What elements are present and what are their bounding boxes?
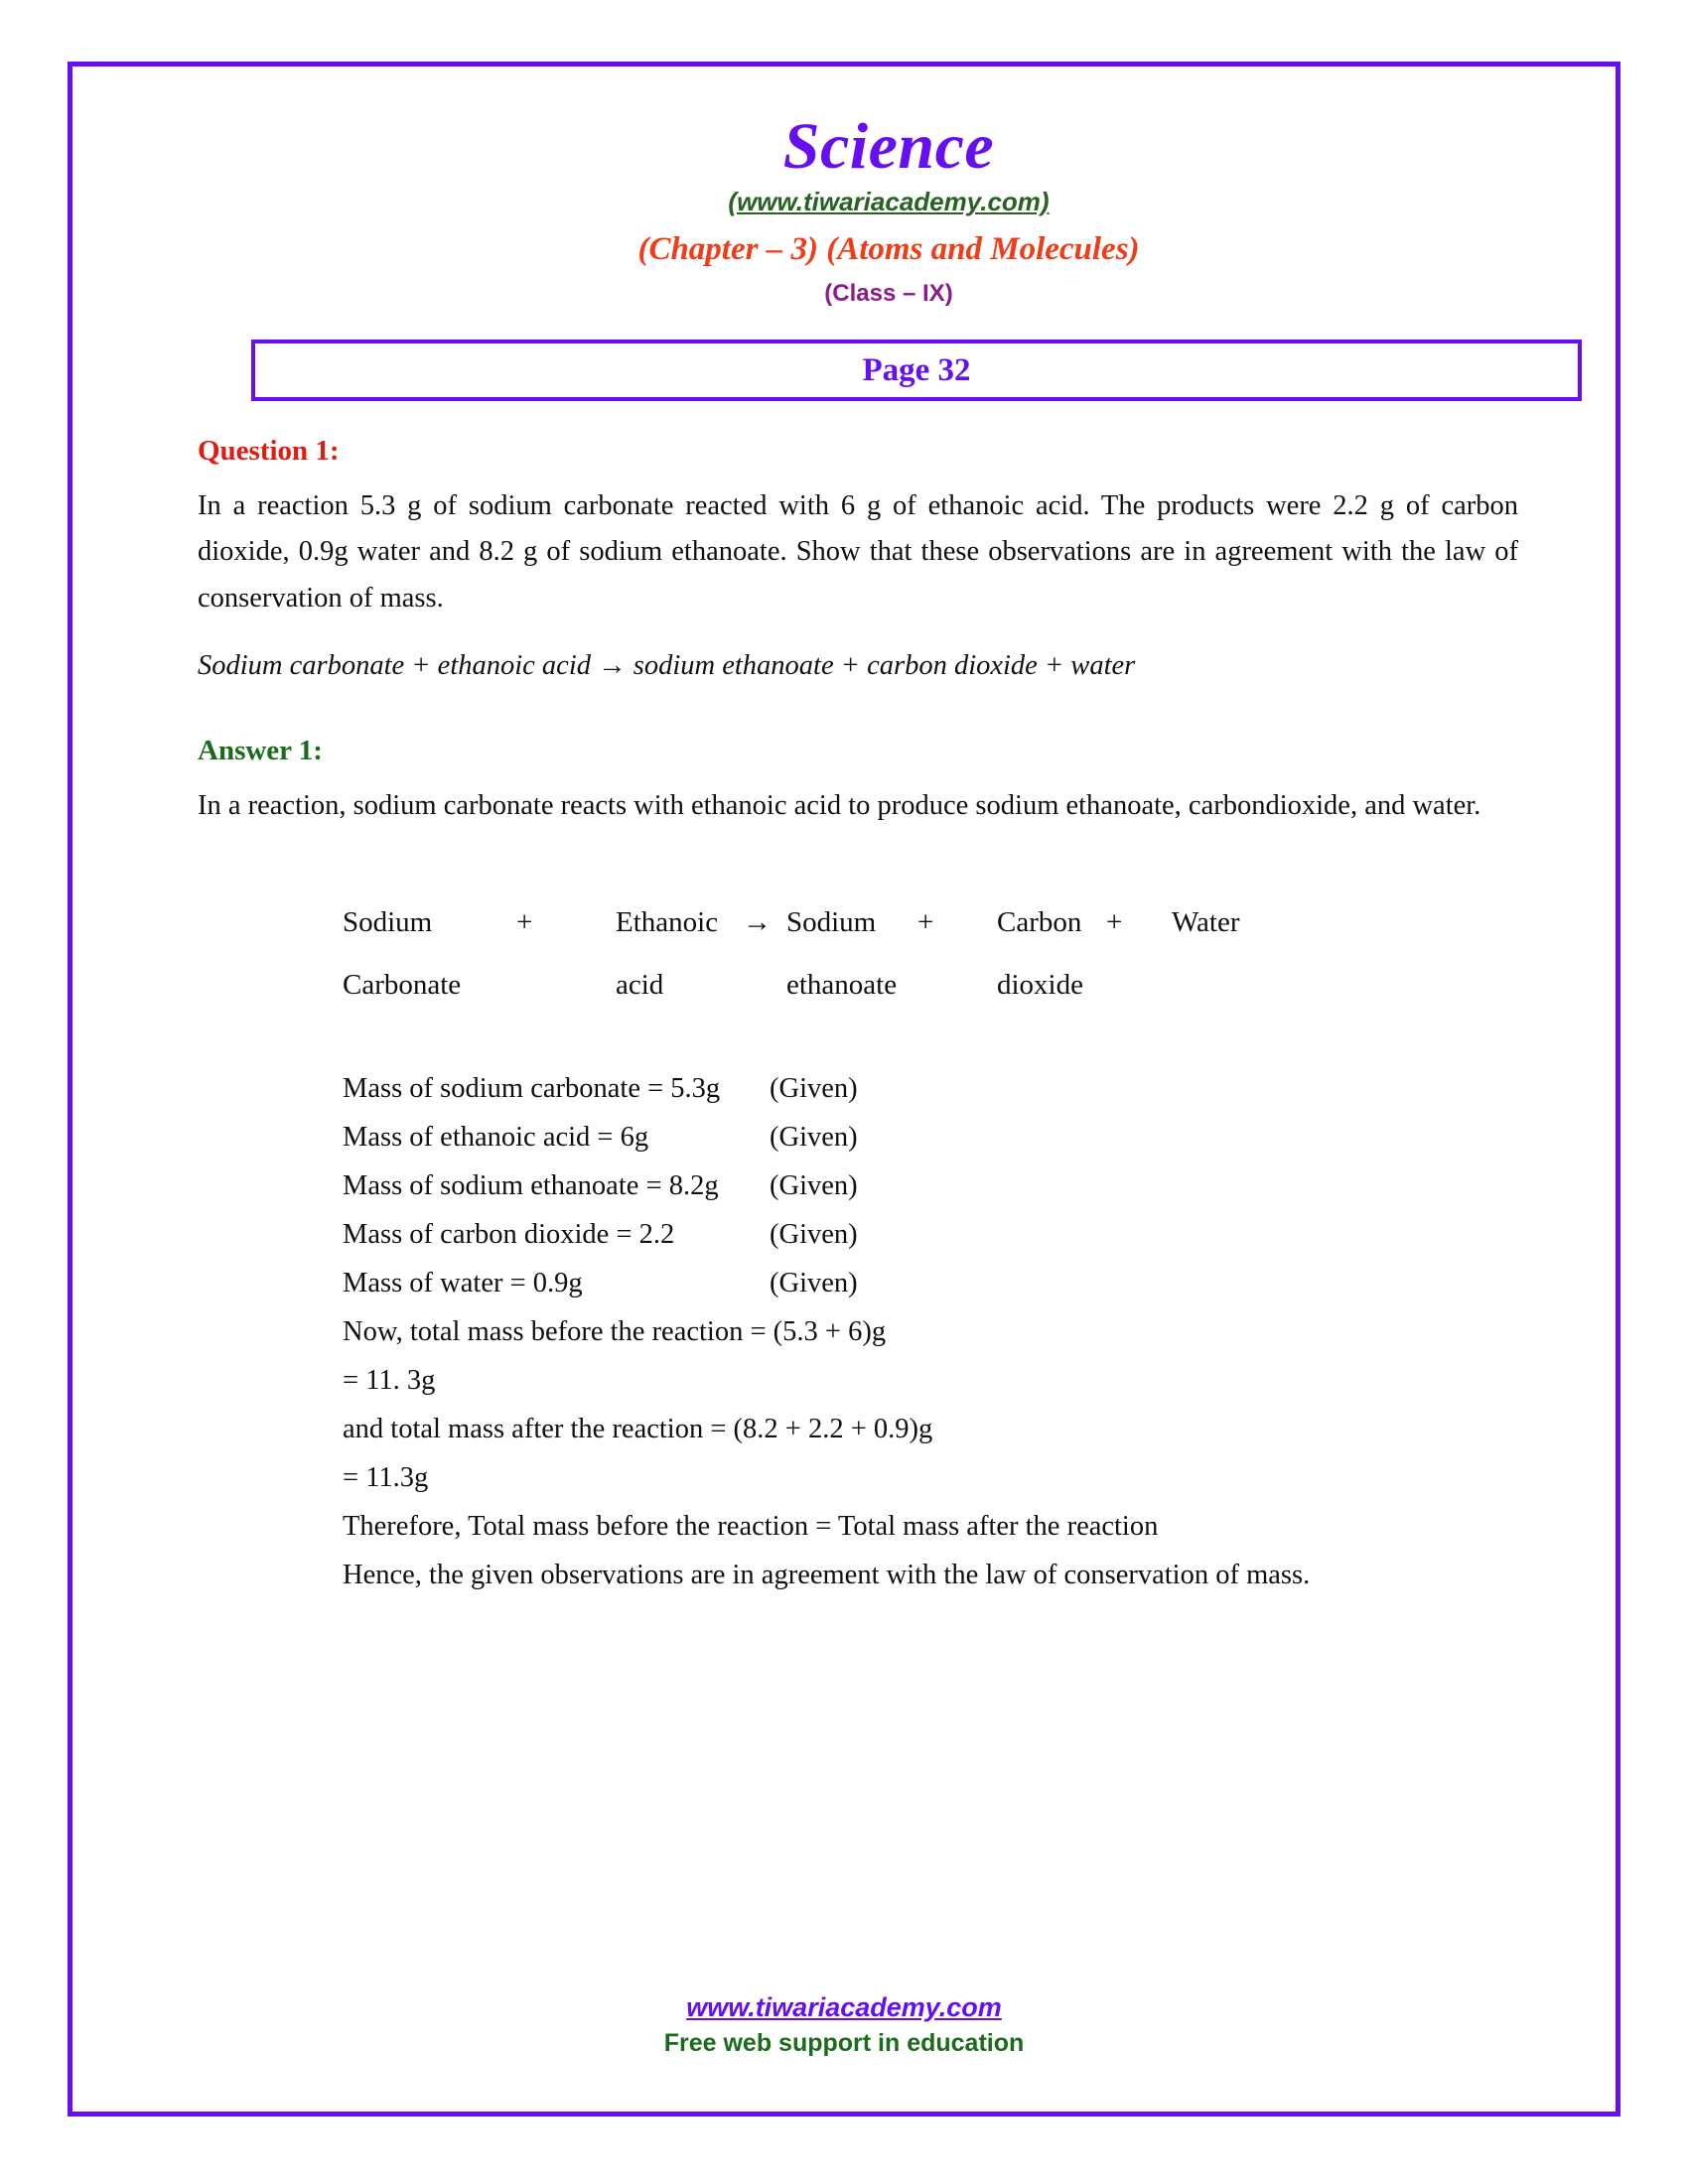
equation-plus-2: + (917, 906, 934, 939)
question-heading: Question 1: (198, 435, 340, 468)
equation-product-1-line1: Sodium (786, 906, 877, 939)
answer-heading: Answer 1: (198, 734, 323, 766)
answer-equation-block (343, 900, 1594, 1008)
calculation-final-statement: Hence, the given observations are in agreement with the law of conservation of mass. (343, 1559, 1311, 1590)
list-item (343, 1122, 1594, 1154)
page-number-label: Page 32 (862, 351, 971, 388)
calculation-line: = 11. 3g (343, 1364, 436, 1396)
calculation-conclusion: Therefore, Total mass before the reaction = Total mass after the reaction (343, 1510, 1159, 1542)
calculation-line: Now, total mass before the reaction = (5.3 + 6)g (343, 1315, 887, 1347)
document-content (184, 76, 1594, 1608)
given-label: Mass of sodium carbonate = 5.3g (343, 1072, 721, 1104)
header-website-link[interactable]: (www.tiwariacademy.com) (728, 187, 1050, 217)
equation-reactant-1-line1: Sodium (343, 906, 433, 939)
footer-website-link[interactable]: www.tiwariacademy.com (686, 1992, 1002, 2022)
given-tag: (Given) (770, 1267, 858, 1298)
page-number-banner (251, 340, 1582, 401)
given-label: Mass of carbon dioxide = 2.2 (343, 1218, 675, 1250)
given-label: Mass of ethanoic acid = 6g (343, 1121, 649, 1153)
page-footer (72, 1992, 1616, 2058)
equation-arrow-icon: → (743, 906, 772, 939)
answer-intro-text: In a reaction, sodium carbonate reacts with ethanoic acid to produce sodium ethanoate, carbondioxide, and water. (198, 789, 1481, 821)
equation-product-3-line1: Water (1172, 906, 1240, 939)
calculation-line: and total mass after the reaction = (8.2 + 2.2 + 0.9)g (343, 1413, 933, 1444)
question-body-text: In a reaction 5.3 g of sodium carbonate reacted with 6 g of ethanoic acid. The products were 2.2 g of carbon dioxide, 0.9g water and 8.2 g of sodium ethanoate. Show that these observations are in agreement with the law of conservation of mass. (198, 490, 1518, 614)
page-border-frame (68, 62, 1620, 2116)
given-tag: (Given) (770, 1218, 858, 1250)
list-item (343, 1219, 1594, 1251)
equation-plus-3: + (1106, 906, 1123, 939)
question-word-equation: Sodium carbonate + ethanoic acid → sodium ethanoate + carbon dioxide + water (198, 649, 1136, 681)
given-label: Mass of sodium ethanoate = 8.2g (343, 1169, 719, 1201)
footer-tagline: Free web support in education (663, 2029, 1025, 2057)
equation-product-2-line2: dioxide (997, 969, 1083, 1002)
header-class-label: (Class – IX) (824, 280, 953, 308)
given-tag: (Given) (770, 1169, 858, 1201)
equation-row-bottom (343, 963, 1594, 1008)
equation-row-top (343, 900, 1594, 945)
given-label: Mass of water = 0.9g (343, 1267, 583, 1298)
header-chapter-subtitle: (Chapter – 3) (Atoms and Molecules) (637, 231, 1140, 268)
list-item (343, 1073, 1594, 1105)
equation-product-1-line2: ethanoate (786, 969, 898, 1002)
given-values-list (343, 1073, 1594, 1299)
equation-reactant-2-line2: acid (616, 969, 664, 1002)
equation-product-2-line1: Carbon (997, 906, 1082, 939)
equation-reactant-1-line2: Carbonate (343, 969, 462, 1002)
calculation-line: = 11.3g (343, 1461, 429, 1493)
calculation-lines (343, 1316, 1594, 1591)
equation-reactant-2-line1: Ethanoic (616, 906, 719, 939)
given-tag: (Given) (770, 1121, 858, 1153)
equation-plus-1: + (516, 906, 533, 939)
list-item (343, 1268, 1594, 1299)
list-item (343, 1170, 1594, 1202)
given-tag: (Given) (770, 1072, 858, 1104)
document-title: Science (782, 110, 995, 183)
